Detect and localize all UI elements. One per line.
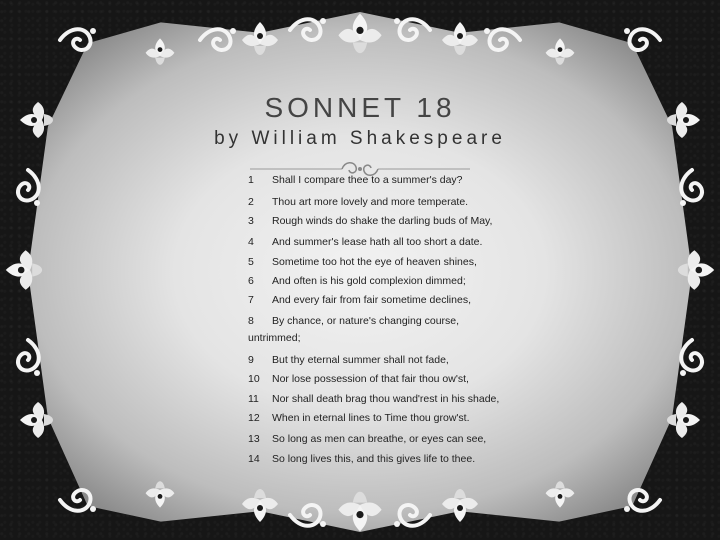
page-subtitle: by William Shakespeare — [214, 128, 506, 149]
page-title: SONNET 18 — [264, 92, 456, 123]
line-text: Nor shall death brag thou wand'rest in his shade, — [272, 393, 500, 405]
line-number: 3 — [248, 215, 254, 227]
line-3 — [248, 215, 492, 227]
line-text: But thy eternal summer shall not fade, — [272, 354, 449, 366]
line-text: And often is his gold complexion dimmed; — [272, 275, 466, 287]
line-8-continuation — [248, 332, 301, 344]
line-9 — [248, 354, 449, 366]
line-number: 13 — [248, 433, 260, 445]
line-8 — [248, 315, 459, 327]
line-1 — [248, 174, 463, 186]
line-number: 4 — [248, 236, 254, 248]
line-4 — [248, 236, 482, 248]
line-6 — [248, 275, 466, 287]
line-text: So long as men can breathe, or eyes can see, — [272, 433, 487, 445]
line-text: untrimmed; — [248, 332, 301, 344]
line-10 — [248, 373, 469, 385]
line-number: 2 — [248, 196, 254, 208]
line-number: 10 — [248, 373, 260, 385]
line-7 — [248, 294, 471, 306]
line-number: 14 — [248, 453, 260, 465]
line-number: 9 — [248, 354, 254, 366]
line-text: So long lives this, and this gives life to thee. — [272, 453, 476, 465]
line-text: And summer's lease hath all too short a date. — [272, 236, 483, 248]
line-text: And every fair from fair sometime declines, — [272, 294, 471, 306]
line-13 — [248, 433, 486, 445]
line-text: When in eternal lines to Time thou grow'st. — [272, 412, 470, 424]
line-2 — [248, 196, 468, 208]
line-text: Shall I compare thee to a summer's day? — [272, 174, 463, 186]
line-number: 12 — [248, 412, 260, 424]
line-text: Thou art more lovely and more temperate. — [272, 196, 469, 208]
line-number: 8 — [248, 315, 254, 327]
line-11 — [248, 393, 499, 405]
line-text: Sometime too hot the eye of heaven shines, — [272, 256, 477, 268]
line-number: 1 — [248, 174, 254, 186]
line-number: 5 — [248, 256, 254, 268]
line-12 — [248, 412, 470, 424]
line-text: Rough winds do shake the darling buds of May, — [272, 215, 493, 227]
line-number: 11 — [248, 393, 259, 405]
line-text: Nor lose possession of that fair thou ow'st, — [272, 373, 469, 385]
line-14 — [248, 453, 475, 465]
line-text: By chance, or nature's changing course, — [272, 315, 460, 327]
line-number: 6 — [248, 275, 254, 287]
line-5 — [248, 256, 477, 268]
line-number: 7 — [248, 294, 254, 306]
